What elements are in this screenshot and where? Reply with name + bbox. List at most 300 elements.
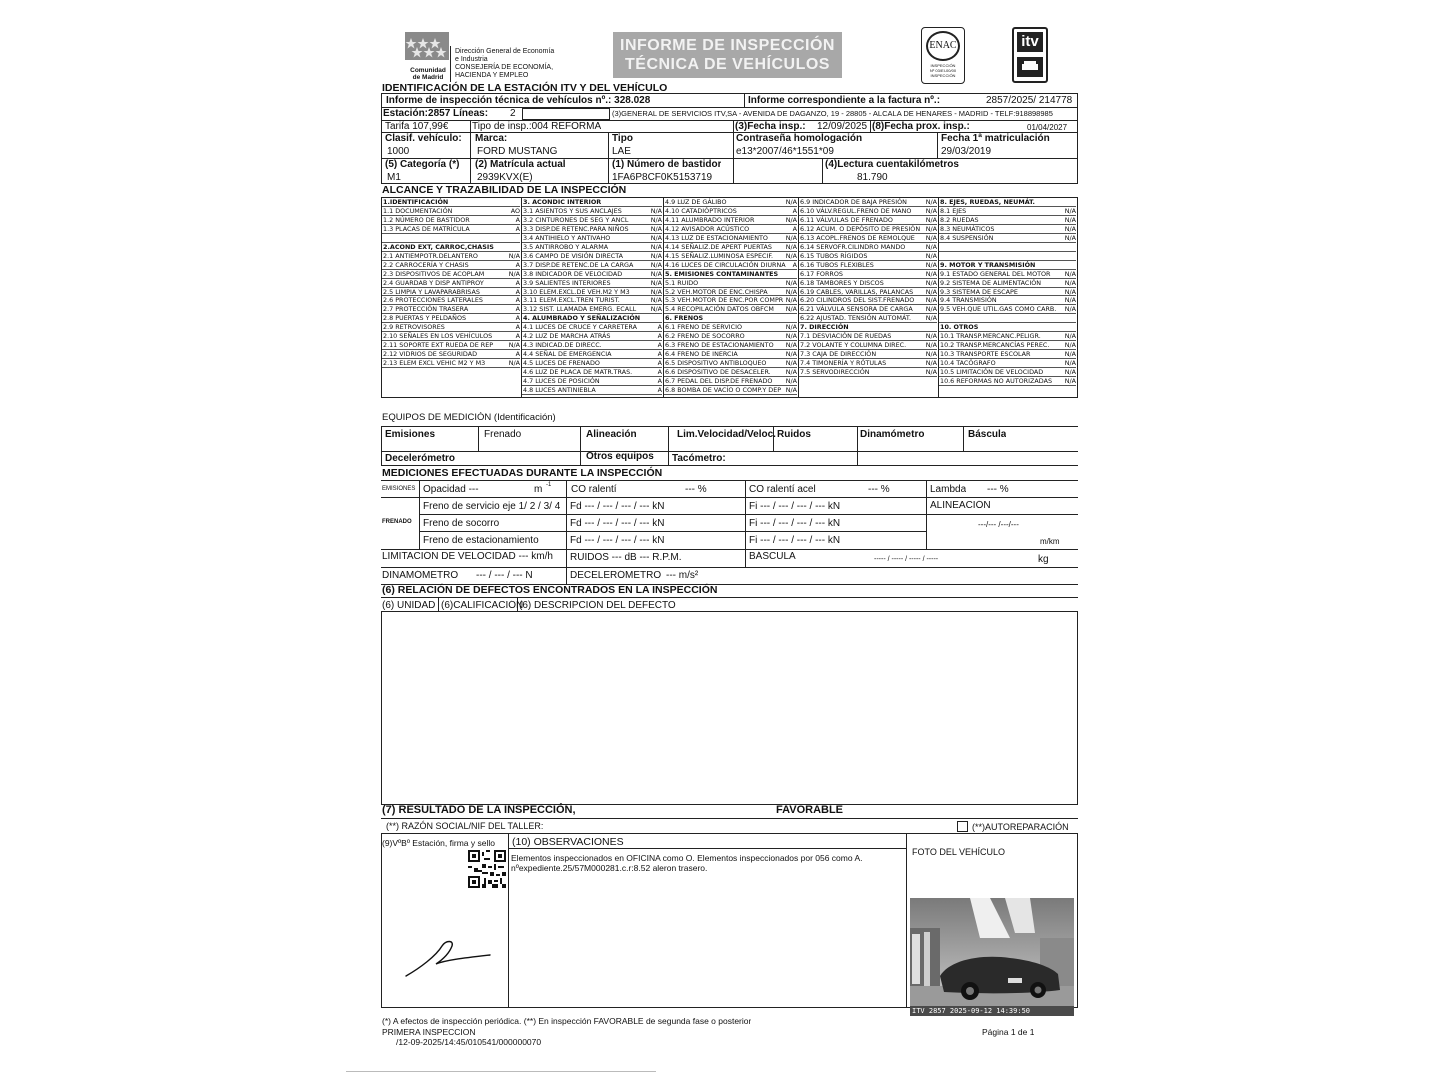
fecha-prox-label: (8)Fecha prox. insp.:: [872, 121, 970, 132]
decelerometro-value: --- m/s²: [666, 570, 699, 581]
tipo-value: LAE: [612, 146, 631, 157]
alcance-item-result: N/A: [650, 224, 662, 233]
alcance-item: [799, 305, 938, 313]
alcance-item: [664, 252, 798, 260]
alcance-item: [382, 225, 521, 233]
alcance-item-label: 4.13 LUZ DE ESTACIONAMIENTO: [665, 233, 768, 242]
alcance-item: [382, 332, 521, 340]
limitacion-velocidad: LIMITACIÓN DE VELOCIDAD --- km/h: [382, 551, 553, 562]
alcance-item-result: N/A: [785, 323, 797, 332]
alcance-item-label: 7.3 CAJA DE DIRECCIÓN: [800, 350, 877, 359]
alcance-item-label: 4.1 LUCES DE CRUCE Y CARRETERA: [523, 323, 637, 332]
alcance-item: [522, 368, 663, 376]
marca-label: Marca:: [475, 133, 508, 144]
alcance-item-label: 2.5 LIMPIA Y LAVAPARABRISAS: [383, 287, 480, 296]
alcance-item-result: N/A: [1064, 206, 1076, 215]
primera-inspeccion: PRIMERA INSPECCION: [382, 1027, 476, 1037]
alcance-item: [799, 261, 938, 269]
alcance-item-label: 6.22 AJUSTAD. TENSIÓN AUTOMÁT.: [800, 314, 912, 323]
alcance-item: [522, 359, 663, 367]
alcance-item-result: A: [515, 224, 520, 233]
lambda-value: --- %: [987, 484, 1009, 495]
alcance-item-result: N/A: [650, 251, 662, 260]
alcance-item-result: A: [515, 350, 520, 359]
alcance-section-label: 5. EMISIONES CONTAMINANTES: [665, 269, 779, 278]
alcance-item-label: 4.14 SEÑALIZ.DE APERT PUERTAS: [665, 242, 772, 251]
equipo-otros: Otros equipos: [586, 451, 654, 462]
resultado-value: FAVORABLE: [776, 804, 844, 816]
foto-label: FOTO DEL VEHÍCULO: [912, 847, 1006, 857]
alcance-item: [522, 225, 663, 233]
alcance-item: [522, 252, 663, 260]
alcance-section-header: [664, 314, 798, 322]
alcance-item-label: 8.4 SUSPENSIÓN: [940, 233, 994, 242]
alcance-section-header: [799, 323, 938, 331]
alcance-item-result: N/A: [785, 341, 797, 350]
alcance-item-label: 2.8 PUERTAS Y PELDAÑOS: [383, 314, 467, 323]
alcance-item-label: 3.6 CAMPO DE VISIÓN DIRECTA: [523, 251, 624, 260]
freno-servicio: Freno de servicio eje 1/ 2 / 3/ 4: [423, 501, 561, 512]
alcance-item-label: 7.1 DESVIACIÓN DE RUEDAS: [800, 332, 892, 341]
alcance-item: [939, 314, 1077, 322]
alcance-item-label: 6.8 BOMBA DE VACÍO O COMP.Y DEP: [665, 385, 782, 394]
ruidos-medicion: RUIDOS --- dB --- R.P.M.: [570, 552, 682, 563]
alcance-item: [382, 341, 521, 349]
alcance-item-result: N/A: [650, 305, 662, 314]
org-line-3: CONSEJERÍA DE ECONOMÍA,: [455, 64, 554, 71]
co-ralenti-value: --- %: [685, 484, 707, 495]
matricula-label: (2) Matrícula actual: [475, 159, 566, 170]
alcance-item-label: 6.4 FRENO DE INERCIA: [665, 350, 738, 359]
alcance-item-label: 4.3 INDICAD.DE DIRECC.: [523, 341, 602, 350]
alcance-item-label: 3.5 ANTIRROBO Y ALARMA: [523, 242, 609, 251]
alcance-item-result: N/A: [508, 269, 520, 278]
alcance-item-result: A: [515, 296, 520, 305]
comunidad-label-1: Comunidad: [410, 67, 446, 74]
lambda: Lambda: [930, 484, 967, 495]
alcance-item: [664, 296, 798, 304]
enac-label: ENAC: [926, 31, 960, 61]
alcance-item-label: 3.12 SIST. LLAMADA EMERG. ECALL: [523, 305, 637, 314]
observaciones-title: (10) OBSERVACIONES: [512, 836, 624, 848]
alcance-item-label: 3.1 ASIENTOS Y SUS ANCLAJES: [523, 206, 622, 215]
alcance-section-label: 2.ACOND EXT, CARROC,CHASIS: [383, 242, 494, 251]
alcance-item-result: N/A: [785, 385, 797, 394]
categoria-label: (5) Categoría (*): [385, 159, 460, 170]
alcance-item: [799, 198, 938, 206]
alcance-item-label: 4.10 CATADIÓPTRICOS: [665, 206, 737, 215]
alcance-section-label: 7. DIRECCIÓN: [800, 323, 849, 332]
alineacion-label: ALINEACIÓN: [930, 500, 991, 511]
alcance-item-label: 6.18 TAMBORES Y DISCOS: [800, 278, 884, 287]
alcance-section-label: 10. OTROS: [940, 323, 979, 332]
alcance-item: [664, 359, 798, 367]
alcance-item-label: 6.2 FRENO DE SOCORRO: [665, 332, 745, 341]
equipo-tacometro: Tacómetro:: [672, 453, 726, 464]
alcance-item-result: N/A: [785, 251, 797, 260]
alcance-section-label: 4. ALUMBRADO Y SEÑALIZACIÓN: [523, 314, 641, 323]
alcance-item: [664, 377, 798, 385]
alcance-item-label: 2.10 SEÑALES EN LOS VEHÍCULOS: [383, 332, 493, 341]
equipo-alineacion: Alineación: [586, 429, 637, 440]
alcance-item-result: A: [515, 332, 520, 341]
photo-timestamp: ITV 2857 2025-09-12 14:39:50: [912, 1007, 1031, 1015]
alcance-item: [939, 270, 1077, 278]
alcance-item-result: N/A: [785, 359, 797, 368]
alcance-item-result: N/A: [785, 296, 797, 305]
enac-sub-2: Nº 03/EI-00/00: [929, 68, 957, 73]
mkm-unit: m/km: [1040, 537, 1060, 546]
alcance-item: [799, 216, 938, 224]
alcance-item-result: N/A: [1064, 368, 1076, 377]
alcance-item-label: 5.4 RECOPILACIÓN DATOS OBFCM: [665, 305, 774, 314]
alcance-item-label: 6.19 CABLES, VARILLAS, PALANCAS: [800, 287, 914, 296]
informe-number: Informe de inspección técnica de vehículos nº.: 328.028: [386, 95, 651, 106]
alcance-item: [939, 350, 1077, 358]
fecha-prox-value: 01/04/2027: [1027, 123, 1068, 132]
clasif-value: 1000: [387, 146, 410, 157]
alcance-item-label: 1.3 PLACAS DE MATRÍCULA: [383, 224, 470, 233]
alcance-item-result: N/A: [925, 278, 937, 287]
alcance-item-result: N/A: [925, 251, 937, 260]
bastidor-value: 1FA6P8CF0K5153719: [612, 172, 713, 183]
alcance-item-result: N/A: [925, 332, 937, 341]
alcance-item-label: 7.4 TIMONERÍA Y RÓTULAS: [800, 359, 887, 368]
alcance-item-label: 9.3 SISTEMA DE ESCAPE: [940, 287, 1018, 296]
enac-sub-1: INSPECCIÓN: [930, 63, 956, 68]
alcance-item-label: 6.3 FRENO DE ESTACIONAMIENTO: [665, 341, 774, 350]
alcance-item-result: N/A: [650, 269, 662, 278]
co-ralenti-acel: CO ralentí acel: [749, 484, 816, 495]
alcance-item-result: N/A: [785, 377, 797, 385]
alcance-item-label: 8.3 NEUMÁTICOS: [940, 224, 995, 233]
defectos-title: (6) RELACIÓN DE DEFECTOS ENCONTRADOS EN LA INSPECCIÓN: [382, 584, 718, 596]
alcance-row-line: [522, 394, 662, 395]
alcance-item-label: 5.2 VEH.MOTOR DE ENC.CHISPA: [665, 287, 768, 296]
freno-estacionamiento: Freno de estacionamiento: [423, 535, 539, 546]
alcance-item-label: 6.1 FRENO DE SERVICIO: [665, 323, 742, 332]
qr-code: [468, 850, 506, 888]
alcance-item-result: N/A: [1064, 224, 1076, 233]
alcance-item: [799, 350, 938, 358]
alcance-item-label: 2.9 RETROVISORES: [383, 323, 445, 332]
alcance-item-result: A: [515, 305, 520, 314]
alcance-item: [799, 279, 938, 287]
fi-socorro: Fi --- / --- / --- / --- kN: [749, 518, 841, 529]
alcance-item-result: N/A: [785, 368, 797, 377]
alcance-item-result: AO: [510, 206, 520, 215]
alcance-item-result: N/A: [508, 359, 520, 368]
factura-label: Informe correspondiente a la factura nº.:: [748, 95, 941, 106]
alcance-item-result: A: [657, 323, 662, 332]
alcance-item-label: 7.2 VOLANTE Y COLUMNA DIREC.: [800, 341, 907, 350]
fd-servicio: Fd --- / --- / --- / --- kN: [570, 501, 665, 512]
alcance-item-label: 5.1 RUIDO: [665, 278, 699, 287]
alcance-item: [522, 305, 663, 313]
alcance-item-label: 2.2 CARROCERÍA Y CHASIS: [383, 260, 469, 269]
alcance-item: [799, 296, 938, 304]
defectos-descripcion: (6) DESCRIPCIÓN DEL DEFECTO: [519, 600, 676, 611]
alcance-item-label: 3.3 DISP.DE RETENC.PARA NIÑOS: [523, 224, 629, 233]
alcance-item: [939, 207, 1077, 215]
car-icon: [1015, 55, 1045, 79]
alcance-item: [522, 386, 663, 394]
alcance-item-result: A: [657, 332, 662, 341]
alcance-item-label: 9.5 VEH.QUE UTIL.GAS COMO CARB.: [940, 305, 1057, 314]
alcance-item: [664, 234, 798, 242]
alcance-item: [382, 314, 521, 322]
dinamometro-label: DINAMÓMETRO: [382, 570, 459, 581]
resultado-title: (7) RESULTADO DE LA INSPECCIÓN,: [382, 804, 576, 816]
alcance-item-result: N/A: [1064, 215, 1076, 224]
alcance-section-label: 9. MOTOR Y TRANSMISIÓN: [940, 260, 1036, 269]
alcance-item-result: N/A: [650, 287, 662, 296]
categoria-value: M1: [387, 172, 401, 183]
alcance-item: [382, 305, 521, 313]
bascula-value: ----- / ----- / ----- / -----: [874, 556, 939, 563]
alcance-item-result: A: [657, 359, 662, 368]
opacidad-unit: m: [534, 484, 543, 495]
alcance-item-label: 6.17 FORROS: [800, 269, 843, 278]
alcance-item-label: 7.5 SERVODIRECCIÓN: [800, 368, 870, 377]
alcance-item: [522, 341, 663, 349]
freno-socorro: Freno de socorro: [423, 518, 500, 529]
equipo-dinamometro: Dinamómetro: [860, 429, 925, 440]
alineacion-value: ---/--- /---/---: [978, 520, 1019, 529]
kg-unit: kg: [1038, 554, 1049, 565]
alcance-item-label: 4.4 SEÑAL DE EMERGENCIA: [523, 350, 612, 359]
alcance-item-label: 2.6 PROTECCIONES LATERALES: [383, 296, 483, 305]
equipo-emisiones: Emisiones: [385, 429, 436, 440]
alcance-item-label: 5.3 VEH.MOTOR DE ENC.POR COMPR: [665, 296, 784, 305]
alcance-item: [522, 243, 663, 251]
comunidad-madrid-logo: [405, 32, 449, 60]
alcance-item: [939, 296, 1077, 304]
alcance-item: [664, 386, 798, 394]
equipos-title: EQUIPOS DE MEDICIÓN (Identificación): [382, 412, 556, 423]
cuentakm-label: (4)Lectura cuentakilómetros: [825, 159, 959, 170]
equipo-decelerometro: Decelerómetro: [385, 453, 456, 464]
alcance-item: [522, 207, 663, 215]
alcance-item-result: A: [792, 206, 797, 215]
alcance-item-label: 1.2 NÚMERO DE BASTIDOR: [383, 215, 470, 224]
clasif-label: Clasif. vehículo:: [385, 133, 462, 144]
alcance-item-label: 4.9 LUZ DE GÁLIBO: [665, 198, 727, 206]
alcance-item: [522, 350, 663, 358]
alcance-item-result: A: [657, 385, 662, 394]
alcance-item: [382, 270, 521, 278]
alcance-item: [382, 288, 521, 296]
alcance-item-result: N/A: [785, 350, 797, 359]
defectos-unidad: (6) UNIDAD: [382, 600, 436, 611]
autoreparacion-checkbox[interactable]: [957, 821, 968, 832]
alcance-item-label: 10.3 TRANSPORTE ESCOLAR: [940, 350, 1031, 359]
fi-servicio: Fi --- / --- / --- / --- kN: [749, 501, 841, 512]
observaciones-line-1: Elementos inspeccionados en OFICINA como O. Elementos inspeccionados por 056 como A.: [511, 853, 863, 863]
alcance-item-label: 9.4 TRANSMISIÓN: [940, 296, 997, 305]
alcance-item-result: N/A: [1064, 233, 1076, 242]
alcance-item-label: 10.1 TRANSP.MERCANC.PELIGR.: [940, 332, 1041, 341]
alcance-item-result: N/A: [650, 242, 662, 251]
report-title-line-2: TÉCNICA DE VEHÍCULOS: [625, 56, 830, 73]
alcance-item-label: 4.7 LUCES DE POSICIÓN: [523, 377, 600, 385]
alcance-item: [939, 279, 1077, 287]
razon-social-taller: (**) RAZÓN SOCIAL/NIF DEL TALLER:: [386, 821, 544, 831]
alcance-item: [939, 341, 1077, 349]
alcance-item-label: 6.13 ACOPL.FRENOS DE REMOLQUE: [800, 233, 915, 242]
fd-estacionamiento: Fd --- / --- / --- / --- kN: [570, 535, 665, 546]
alcance-item-result: A: [515, 314, 520, 323]
alcance-item: [664, 207, 798, 215]
equipo-bascula: Báscula: [968, 429, 1007, 440]
alcance-item-label: 6.7 PEDAL DEL DISP.DE FRENADO: [665, 377, 773, 385]
alcance-item-label: 10.6 REFORMAS NO AUTORIZADAS: [940, 377, 1052, 385]
alcance-item-label: 4.15 SEÑALIZ.LUMINOSA ESPECIF.: [665, 251, 774, 260]
alcance-item-result: N/A: [925, 287, 937, 296]
fi-estacionamiento: Fi --- / --- / --- / --- kN: [749, 535, 841, 546]
alcance-item-result: N/A: [1064, 377, 1076, 385]
bascula-label: BÁSCULA: [749, 551, 796, 562]
alcance-item-label: 4.2 LUZ DE MARCHA ATRÁS: [523, 332, 611, 341]
itv-label: itv: [1017, 32, 1043, 52]
alcance-section-header: [382, 243, 521, 251]
alcance-item: [799, 341, 938, 349]
emisiones-tag: EMISIONES: [382, 486, 416, 492]
alcance-item: [522, 323, 663, 331]
alcance-item: [664, 261, 798, 269]
alcance-section-header: [939, 198, 1077, 206]
alcance-item: [939, 252, 1077, 260]
alcance-item: [382, 261, 521, 269]
alcance-item-result: N/A: [925, 215, 937, 224]
alcance-item: [664, 279, 798, 287]
estacion-label: Estación:2857 Líneas:: [383, 108, 489, 119]
alcance-item-label: 3.2 CINTURONES DE SEG Y ANCL: [523, 215, 629, 224]
fecha-insp-value: 12/09/2025: [817, 121, 868, 132]
alcance-item-label: 2.4 GUARDAB Y DISP ANTIPROY: [383, 278, 484, 287]
alcance-item-result: N/A: [785, 278, 797, 287]
alcance-item-label: 6.11 VÁLVULAS DE FRENADO: [800, 215, 893, 224]
alcance-item: [522, 261, 663, 269]
alcance-item: [382, 359, 521, 367]
alcance-item: [939, 332, 1077, 340]
alcance-item-result: A: [792, 260, 797, 269]
alcance-item-result: N/A: [650, 206, 662, 215]
alcance-item-result: N/A: [925, 359, 937, 368]
opacidad-exp: -1: [546, 482, 552, 488]
alcance-item-label: 9.2 SISTEMA DE ALIMENTACIÓN: [940, 278, 1042, 287]
alcance-item-label: 4.8 LUCES ANTINIEBLA: [523, 385, 596, 394]
alcance-item: [939, 305, 1077, 313]
alcance-item: [939, 216, 1077, 224]
alcance-item-result: N/A: [1064, 305, 1076, 314]
alcance-item-label: 3.4 ANTIHIELO Y ANTIVAHO: [523, 233, 611, 242]
alcance-item-label: 2.13 ELEM EXCL VEHIC M2 Y M3: [383, 359, 486, 368]
alcance-item-result: N/A: [785, 332, 797, 341]
alcance-item-label: 6.20 CILINDROS DEL SIST.FRENADO: [800, 296, 915, 305]
alcance-item-label: 3.8 INDICADOR DE VELOCIDAD: [523, 269, 623, 278]
alcance-section-header: [939, 323, 1077, 331]
alcance-item: [799, 270, 938, 278]
alcance-item: [382, 323, 521, 331]
opacidad: Opacidad ---: [423, 484, 479, 495]
alcance-item-result: N/A: [650, 296, 662, 305]
alcance-item-result: N/A: [650, 260, 662, 269]
alcance-item-result: N/A: [1064, 269, 1076, 278]
alcance-item-result: A: [657, 341, 662, 350]
co-acel-value: --- %: [868, 484, 890, 495]
alcance-item: [664, 341, 798, 349]
alcance-item-result: A: [657, 377, 662, 385]
alcance-item: [664, 243, 798, 251]
alcance-item-result: N/A: [1064, 296, 1076, 305]
alcance-item: [939, 234, 1077, 242]
report-title-line-1: INFORME DE INSPECCIÓN: [620, 37, 835, 54]
alcance-item-result: N/A: [650, 278, 662, 287]
alcance-item: [522, 288, 663, 296]
alcance-item-result: N/A: [925, 350, 937, 359]
alcance-item: [799, 359, 938, 367]
alcance-item: [799, 332, 938, 340]
alcance-item: [664, 350, 798, 358]
alcance-item: [382, 252, 521, 260]
alcance-section-header: [664, 270, 798, 278]
alcance-item: [939, 225, 1077, 233]
alcance-item-result: N/A: [1064, 332, 1076, 341]
lineas-value: 2: [510, 108, 516, 119]
page-number: Página 1 de 1: [982, 1027, 1035, 1037]
alcance-item-result: N/A: [925, 224, 937, 233]
alcance-item-result: N/A: [1064, 287, 1076, 296]
enac-sub-3: INSPECCIÓN: [930, 73, 956, 78]
alcance-item: [664, 305, 798, 313]
alcance-item: [664, 216, 798, 224]
alcance-item-result: N/A: [925, 242, 937, 251]
alcance-row-line: [664, 394, 797, 395]
itv-logo: [1012, 27, 1048, 83]
alcance-item-result: N/A: [925, 260, 937, 269]
alcance-item-result: N/A: [925, 233, 937, 242]
alcance-item-label: 3.10 ELEM.EXCL.DE VEH.M2 Y M3: [523, 287, 630, 296]
alcance-section-label: 6. FRENOS: [665, 314, 704, 323]
fecha-matric-value: 29/03/2019: [941, 146, 992, 157]
alcance-item: [522, 216, 663, 224]
alcance-item-label: 2.12 VIDRIOS DE SEGURIDAD: [383, 350, 478, 359]
alcance-item-result: N/A: [925, 296, 937, 305]
alcance-item-label: 10.4 TACÓGRAFO: [940, 359, 996, 368]
identification-section-title: IDENTIFICACIÓN DE LA ESTACIÓN ITV Y DEL VEHÍCULO: [382, 82, 668, 94]
alcance-item-label: 6.16 TUBOS FLEXIBLES: [800, 260, 874, 269]
report-title-banner: [613, 32, 842, 78]
alcance-item-result: A: [657, 368, 662, 377]
alcance-item-result: N/A: [508, 251, 520, 260]
alcance-item-result: N/A: [925, 368, 937, 377]
alcance-item-label: 6.5 DISPOSITIVO ANTIBLOQUEO: [665, 359, 767, 368]
alcance-item: [522, 377, 663, 385]
alcance-item: [382, 216, 521, 224]
alcance-item-result: N/A: [925, 206, 937, 215]
alcance-item: [382, 296, 521, 304]
frenado-tag: FRENADO: [382, 519, 412, 525]
alcance-item: [382, 234, 521, 242]
alcance-item-label: 8.2 RUEDAS: [940, 215, 979, 224]
alcance-item-label: 4.11 ALUMBRADO INTERIOR: [665, 215, 755, 224]
firma-label: (9)VºBº Estación, firma y sello: [382, 838, 495, 848]
alcance-item: [664, 225, 798, 233]
cuentakm-value: 81.790: [857, 172, 888, 183]
alcance-item: [939, 377, 1077, 385]
bastidor-label: (1) Número de bastidor: [612, 159, 722, 170]
